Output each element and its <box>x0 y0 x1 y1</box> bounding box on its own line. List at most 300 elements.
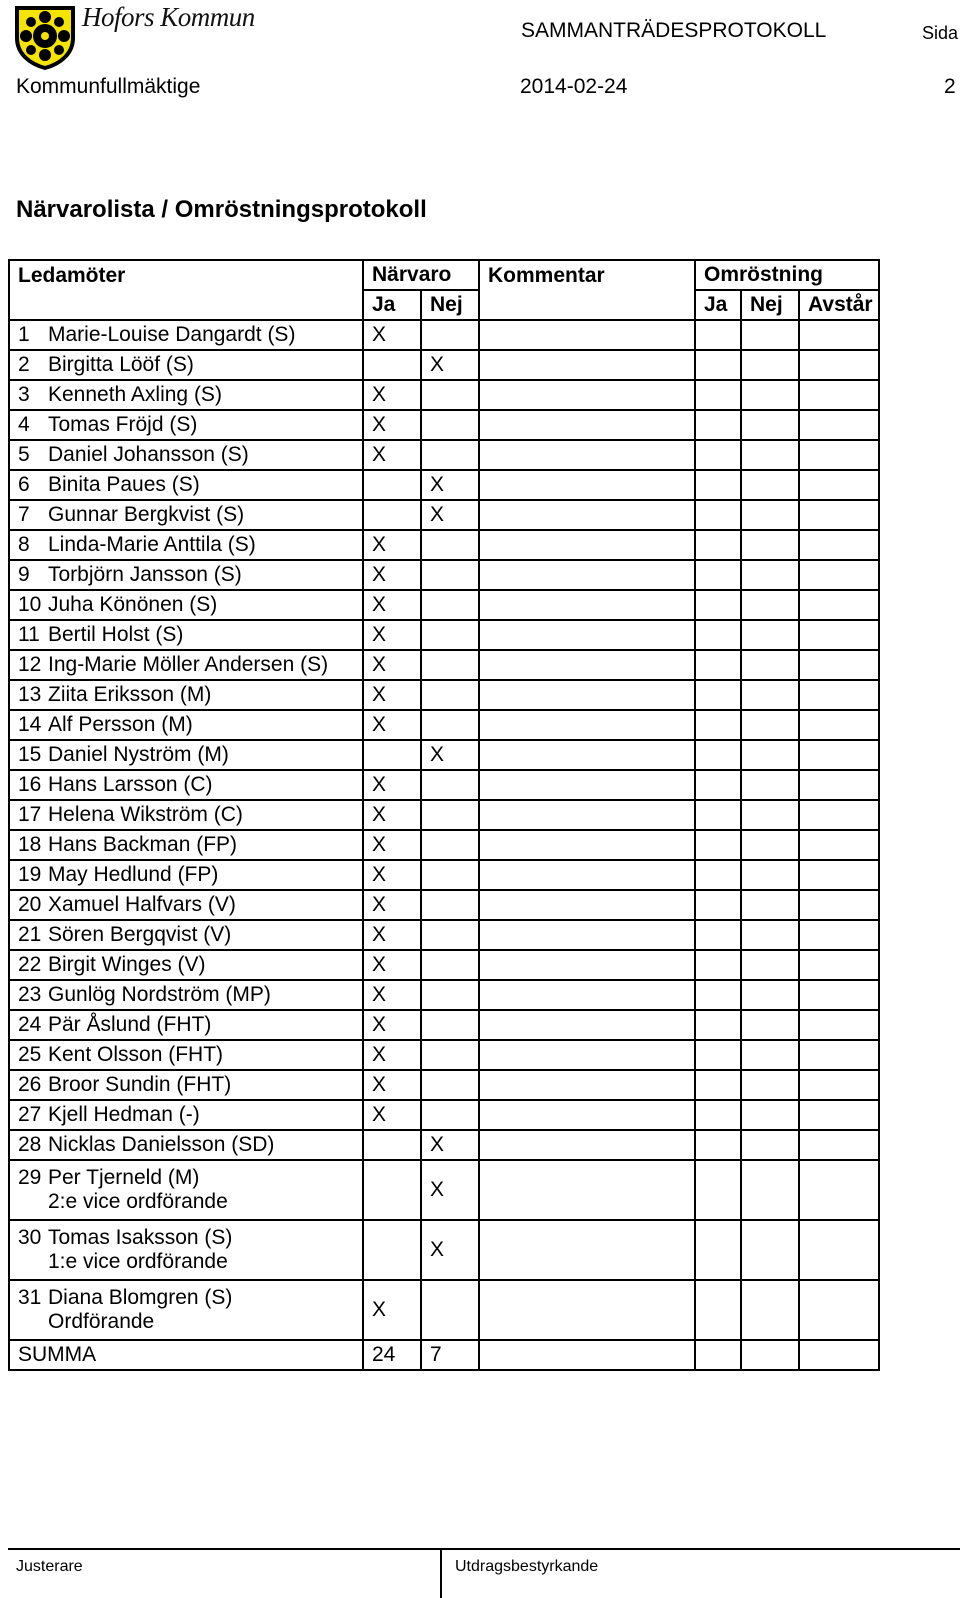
table-row <box>9 620 879 650</box>
vote-nej-cell <box>741 440 799 470</box>
attendance-nej-cell: X <box>421 500 479 530</box>
member-name: Helena Wikström (C) <box>48 803 243 826</box>
attendance-nej-cell <box>421 590 479 620</box>
member-name-cell <box>9 740 363 770</box>
comment-cell <box>479 980 695 1010</box>
member-name-cell <box>9 1100 363 1130</box>
member-name: Nicklas Danielsson (SD) <box>48 1133 275 1156</box>
table-header-row <box>9 260 879 290</box>
attendance-ja-cell: X <box>363 1010 421 1040</box>
attendance-nej-cell <box>421 1100 479 1130</box>
vote-nej-cell <box>741 770 799 800</box>
member-name: Per Tjerneld (M) <box>48 1166 200 1189</box>
attendance-nej-cell <box>421 980 479 1010</box>
vote-nej-cell <box>741 1070 799 1100</box>
member-name: Birgitta Lööf (S) <box>48 353 194 376</box>
attendance-ja-cell: X <box>363 980 421 1010</box>
table-row <box>9 1280 879 1340</box>
comment-cell <box>479 800 695 830</box>
table-row <box>9 1040 879 1070</box>
member-name: Tomas Isaksson (S) <box>48 1226 233 1249</box>
table-row <box>9 560 879 590</box>
member-name-cell <box>9 410 363 440</box>
vote-nej-cell <box>741 830 799 860</box>
member-name-cell <box>9 320 363 350</box>
subheader-empty <box>9 290 363 320</box>
attendance-nej-cell <box>421 1040 479 1070</box>
table-row <box>9 440 879 470</box>
member-number: 23 <box>18 983 42 1006</box>
comment-cell <box>479 1100 695 1130</box>
table-row <box>9 500 879 530</box>
comment-cell <box>479 470 695 500</box>
attendance-ja-cell: X <box>363 380 421 410</box>
summa-comment <box>479 1340 695 1370</box>
vote-avstar-cell <box>799 440 879 470</box>
member-number: 30 <box>18 1226 42 1249</box>
member-name: Linda-Marie Anttila (S) <box>48 533 256 556</box>
attendance-nej-cell <box>421 380 479 410</box>
comment-cell <box>479 830 695 860</box>
vote-ja-cell <box>695 500 741 530</box>
attendance-nej-cell <box>421 830 479 860</box>
attendance-nej-cell <box>421 1010 479 1040</box>
table-row <box>9 1100 879 1130</box>
member-number: 21 <box>18 923 42 946</box>
member-name: Gunlög Nordström (MP) <box>48 983 271 1006</box>
table-row <box>9 1010 879 1040</box>
member-number: 17 <box>18 803 42 826</box>
vote-nej-cell <box>741 650 799 680</box>
member-number: 8 <box>18 533 30 556</box>
comment-cell <box>479 530 695 560</box>
attendance-nej-cell: X <box>421 1220 479 1280</box>
member-name: Pär Åslund (FHT) <box>48 1013 212 1036</box>
comment-cell <box>479 1040 695 1070</box>
vote-ja-cell <box>695 560 741 590</box>
member-name-cell <box>9 710 363 740</box>
member-name-cell <box>9 650 363 680</box>
vote-avstar-cell <box>799 860 879 890</box>
member-number: 27 <box>18 1103 42 1126</box>
vote-avstar-cell <box>799 1160 879 1220</box>
member-name: Tomas Fröjd (S) <box>48 413 198 436</box>
member-number: 12 <box>18 653 42 676</box>
member-name: Kent Olsson (FHT) <box>48 1043 224 1066</box>
member-name: Alf Persson (M) <box>48 713 193 736</box>
comment-cell <box>479 1280 695 1340</box>
member-number: 3 <box>18 383 30 406</box>
member-name-cell <box>9 560 363 590</box>
member-name: Hans Larsson (C) <box>48 773 213 796</box>
member-name-cell <box>9 350 363 380</box>
vote-nej-cell <box>741 680 799 710</box>
document-type: SAMMANTRÄDESPROTOKOLL <box>521 19 827 42</box>
member-name: Ing-Marie Möller Andersen (S) <box>48 653 329 676</box>
table-subheader-row <box>9 290 879 320</box>
vote-nej-cell <box>741 1010 799 1040</box>
vote-ja-cell <box>695 380 741 410</box>
attendance-ja-cell: X <box>363 890 421 920</box>
comment-cell <box>479 950 695 980</box>
member-name-cell <box>9 680 363 710</box>
attendance-ja-cell: X <box>363 920 421 950</box>
member-name-cell <box>9 1040 363 1070</box>
member-number: 9 <box>18 563 30 586</box>
attendance-ja-cell: X <box>363 680 421 710</box>
page-number: 2 <box>944 75 956 98</box>
attendance-nej-cell <box>421 560 479 590</box>
comment-cell <box>479 650 695 680</box>
member-name-cell <box>9 530 363 560</box>
table-row <box>9 470 879 500</box>
vote-ja-cell <box>695 920 741 950</box>
meeting-date: 2014-02-24 <box>520 75 628 98</box>
member-number: 5 <box>18 443 30 466</box>
attendance-ja-cell: X <box>363 860 421 890</box>
member-name-cell <box>9 1010 363 1040</box>
comment-cell <box>479 890 695 920</box>
vote-avstar-cell <box>799 980 879 1010</box>
table-row <box>9 350 879 380</box>
attendance-ja-cell: X <box>363 950 421 980</box>
comment-cell <box>479 380 695 410</box>
member-name-cell <box>9 980 363 1010</box>
municipality-coat-of-arms-logo <box>12 4 78 70</box>
vote-avstar-cell <box>799 650 879 680</box>
vote-avstar-cell <box>799 740 879 770</box>
vote-ja-cell <box>695 1220 741 1280</box>
table-row <box>9 710 879 740</box>
footer-divider <box>8 1548 960 1550</box>
table-row <box>9 1220 879 1280</box>
vote-ja-cell <box>695 710 741 740</box>
member-number: 31 <box>18 1286 42 1309</box>
vote-avstar-cell <box>799 620 879 650</box>
footer-column-divider <box>440 1548 442 1598</box>
table-row <box>9 890 879 920</box>
member-name-cell <box>9 1160 363 1220</box>
attendance-ja-cell: X <box>363 530 421 560</box>
attendance-nej-cell: X <box>421 740 479 770</box>
comment-cell <box>479 1220 695 1280</box>
comment-cell <box>479 620 695 650</box>
attendance-nej-cell <box>421 320 479 350</box>
vote-nej-cell <box>741 410 799 440</box>
member-name: Xamuel Halfvars (V) <box>48 893 236 916</box>
vote-ja-cell <box>695 1280 741 1340</box>
table-row <box>9 530 879 560</box>
vote-ja-cell <box>695 590 741 620</box>
member-number: 22 <box>18 953 42 976</box>
vote-avstar-cell <box>799 560 879 590</box>
col-vote-header: Omröstning <box>695 260 879 290</box>
vote-ja-cell <box>695 980 741 1010</box>
sub-vote-ja: Ja <box>695 290 741 320</box>
comment-cell <box>479 350 695 380</box>
table-row <box>9 650 879 680</box>
vote-ja-cell <box>695 860 741 890</box>
attendance-nej-cell <box>421 920 479 950</box>
member-name: Juha Könönen (S) <box>48 593 218 616</box>
member-name-cell <box>9 590 363 620</box>
vote-nej-cell <box>741 950 799 980</box>
comment-cell <box>479 1010 695 1040</box>
col-attendance-header: Närvaro <box>363 260 479 290</box>
summa-row <box>9 1340 879 1370</box>
attendance-ja-cell <box>363 470 421 500</box>
vote-ja-cell <box>695 440 741 470</box>
vote-avstar-cell <box>799 710 879 740</box>
sub-vote-avstar: Avstår <box>799 290 879 320</box>
vote-ja-cell <box>695 800 741 830</box>
vote-nej-cell <box>741 380 799 410</box>
attendance-ja-cell <box>363 500 421 530</box>
member-number: 26 <box>18 1073 42 1096</box>
vote-nej-cell <box>741 590 799 620</box>
vote-ja-cell <box>695 830 741 860</box>
attendance-ja-cell: X <box>363 560 421 590</box>
member-name: Birgit Winges (V) <box>48 953 206 976</box>
table-row <box>9 410 879 440</box>
table-row <box>9 920 879 950</box>
member-number: 19 <box>18 863 42 886</box>
member-name: Hans Backman (FP) <box>48 833 238 856</box>
attendance-ja-cell: X <box>363 770 421 800</box>
vote-nej-cell <box>741 740 799 770</box>
comment-cell <box>479 590 695 620</box>
table-row <box>9 950 879 980</box>
member-name: Bertil Holst (S) <box>48 623 184 646</box>
member-number: 28 <box>18 1133 42 1156</box>
vote-avstar-cell <box>799 800 879 830</box>
attendance-nej-cell <box>421 710 479 740</box>
vote-nej-cell <box>741 710 799 740</box>
member-name-cell <box>9 770 363 800</box>
col-comment-header: Kommentar <box>479 260 695 290</box>
attendance-nej-cell <box>421 800 479 830</box>
attendance-ja-cell: X <box>363 710 421 740</box>
table-row <box>9 800 879 830</box>
member-name: Torbjörn Jansson (S) <box>48 563 242 586</box>
member-name-cell <box>9 620 363 650</box>
attendance-nej-cell <box>421 1070 479 1100</box>
attendance-ja-cell: X <box>363 1070 421 1100</box>
body-name: Kommunfullmäktige <box>16 75 201 98</box>
member-role: Ordförande <box>48 1310 155 1333</box>
vote-avstar-cell <box>799 1070 879 1100</box>
vote-nej-cell <box>741 350 799 380</box>
sub-attendance-nej: Nej <box>421 290 479 320</box>
attendance-ja-cell: X <box>363 650 421 680</box>
vote-avstar-cell <box>799 530 879 560</box>
member-name-cell <box>9 380 363 410</box>
vote-ja-cell <box>695 1040 741 1070</box>
vote-ja-cell <box>695 1100 741 1130</box>
vote-avstar-cell <box>799 380 879 410</box>
vote-ja-cell <box>695 740 741 770</box>
vote-ja-cell <box>695 320 741 350</box>
comment-cell <box>479 1070 695 1100</box>
vote-ja-cell <box>695 770 741 800</box>
utdragsbestyrkande-label: Utdragsbestyrkande <box>455 1558 599 1575</box>
member-number: 18 <box>18 833 42 856</box>
summa-label: SUMMA <box>9 1340 363 1370</box>
org-name: Hofors Kommun <box>82 2 255 32</box>
sub-attendance-ja: Ja <box>363 290 421 320</box>
vote-avstar-cell <box>799 1010 879 1040</box>
vote-nej-cell <box>741 1220 799 1280</box>
summa-ja: 24 <box>363 1340 421 1370</box>
comment-cell <box>479 410 695 440</box>
member-number: 2 <box>18 353 30 376</box>
attendance-nej-cell <box>421 530 479 560</box>
vote-ja-cell <box>695 350 741 380</box>
attendance-nej-cell <box>421 650 479 680</box>
vote-ja-cell <box>695 950 741 980</box>
vote-nej-cell <box>741 1100 799 1130</box>
member-name-cell <box>9 440 363 470</box>
vote-avstar-cell <box>799 770 879 800</box>
attendance-nej-cell <box>421 620 479 650</box>
comment-cell <box>479 560 695 590</box>
vote-nej-cell <box>741 620 799 650</box>
member-name: Daniel Nyström (M) <box>48 743 229 766</box>
member-name-cell <box>9 830 363 860</box>
vote-avstar-cell <box>799 320 879 350</box>
attendance-nej-cell: X <box>421 1160 479 1220</box>
vote-avstar-cell <box>799 470 879 500</box>
vote-nej-cell <box>741 890 799 920</box>
vote-nej-cell <box>741 1040 799 1070</box>
comment-cell <box>479 860 695 890</box>
attendance-nej-cell <box>421 770 479 800</box>
attendance-ja-cell: X <box>363 1280 421 1340</box>
attendance-nej-cell <box>421 1280 479 1340</box>
vote-avstar-cell <box>799 950 879 980</box>
subheader-comment-empty <box>479 290 695 320</box>
attendance-ja-cell <box>363 1160 421 1220</box>
attendance-ja-cell <box>363 350 421 380</box>
attendance-ja-cell: X <box>363 800 421 830</box>
member-role: 2:e vice ordförande <box>48 1190 228 1213</box>
member-number: 25 <box>18 1043 42 1066</box>
vote-avstar-cell <box>799 590 879 620</box>
attendance-ja-cell: X <box>363 440 421 470</box>
attendance-ja-cell: X <box>363 410 421 440</box>
member-number: 13 <box>18 683 42 706</box>
vote-nej-cell <box>741 860 799 890</box>
vote-nej-cell <box>741 1130 799 1160</box>
comment-cell <box>479 500 695 530</box>
col-members-header: Ledamöter <box>9 260 363 290</box>
vote-avstar-cell <box>799 500 879 530</box>
member-number: 16 <box>18 773 42 796</box>
vote-avstar-cell <box>799 1220 879 1280</box>
member-number: 7 <box>18 503 30 526</box>
vote-ja-cell <box>695 1010 741 1040</box>
page-title: Närvarolista / Omröstningsprotokoll <box>16 196 427 223</box>
vote-avstar-cell <box>799 890 879 920</box>
attendance-ja-cell: X <box>363 1040 421 1070</box>
member-name-cell <box>9 1130 363 1160</box>
member-name-cell <box>9 800 363 830</box>
table-row <box>9 320 879 350</box>
attendance-nej-cell <box>421 680 479 710</box>
comment-cell <box>479 770 695 800</box>
attendance-ja-cell: X <box>363 830 421 860</box>
member-role: 1:e vice ordförande <box>48 1250 228 1273</box>
member-name-cell <box>9 500 363 530</box>
table-row <box>9 1130 879 1160</box>
member-number: 29 <box>18 1166 42 1189</box>
vote-nej-cell <box>741 320 799 350</box>
member-number: 15 <box>18 743 42 766</box>
member-number: 1 <box>18 323 30 346</box>
vote-ja-cell <box>695 650 741 680</box>
comment-cell <box>479 740 695 770</box>
member-name: May Hedlund (FP) <box>48 863 219 886</box>
member-number: 10 <box>18 593 42 616</box>
comment-cell <box>479 680 695 710</box>
member-name-cell <box>9 860 363 890</box>
vote-avstar-cell <box>799 410 879 440</box>
vote-nej-cell <box>741 530 799 560</box>
comment-cell <box>479 1160 695 1220</box>
vote-ja-cell <box>695 890 741 920</box>
attendance-ja-cell <box>363 1220 421 1280</box>
comment-cell <box>479 440 695 470</box>
member-number: 14 <box>18 713 42 736</box>
comment-cell <box>479 710 695 740</box>
summa-nej: 7 <box>421 1340 479 1370</box>
vote-nej-cell <box>741 560 799 590</box>
attendance-nej-cell: X <box>421 1130 479 1160</box>
vote-avstar-cell <box>799 350 879 380</box>
member-number: 6 <box>18 473 30 496</box>
table-row <box>9 830 879 860</box>
vote-avstar-cell <box>799 1130 879 1160</box>
comment-cell <box>479 320 695 350</box>
vote-ja-cell <box>695 1130 741 1160</box>
attendance-nej-cell: X <box>421 470 479 500</box>
attendance-ja-cell <box>363 1130 421 1160</box>
member-name-cell <box>9 1070 363 1100</box>
attendance-table <box>8 259 880 1371</box>
member-name-cell <box>9 470 363 500</box>
member-name: Broor Sundin (FHT) <box>48 1073 232 1096</box>
member-name-cell <box>9 890 363 920</box>
member-name: Daniel Johansson (S) <box>48 443 249 466</box>
attendance-ja-cell: X <box>363 590 421 620</box>
table-row <box>9 980 879 1010</box>
member-number: 11 <box>18 623 40 646</box>
attendance-nej-cell <box>421 950 479 980</box>
member-name: Marie-Louise Dangardt (S) <box>48 323 296 346</box>
vote-avstar-cell <box>799 920 879 950</box>
vote-nej-cell <box>741 920 799 950</box>
member-name-cell <box>9 950 363 980</box>
vote-nej-cell <box>741 1160 799 1220</box>
attendance-ja-cell: X <box>363 1100 421 1130</box>
vote-ja-cell <box>695 1070 741 1100</box>
comment-cell <box>479 1130 695 1160</box>
vote-avstar-cell <box>799 1040 879 1070</box>
vote-ja-cell <box>695 680 741 710</box>
vote-ja-cell <box>695 620 741 650</box>
vote-avstar-cell <box>799 1280 879 1340</box>
attendance-nej-cell <box>421 890 479 920</box>
